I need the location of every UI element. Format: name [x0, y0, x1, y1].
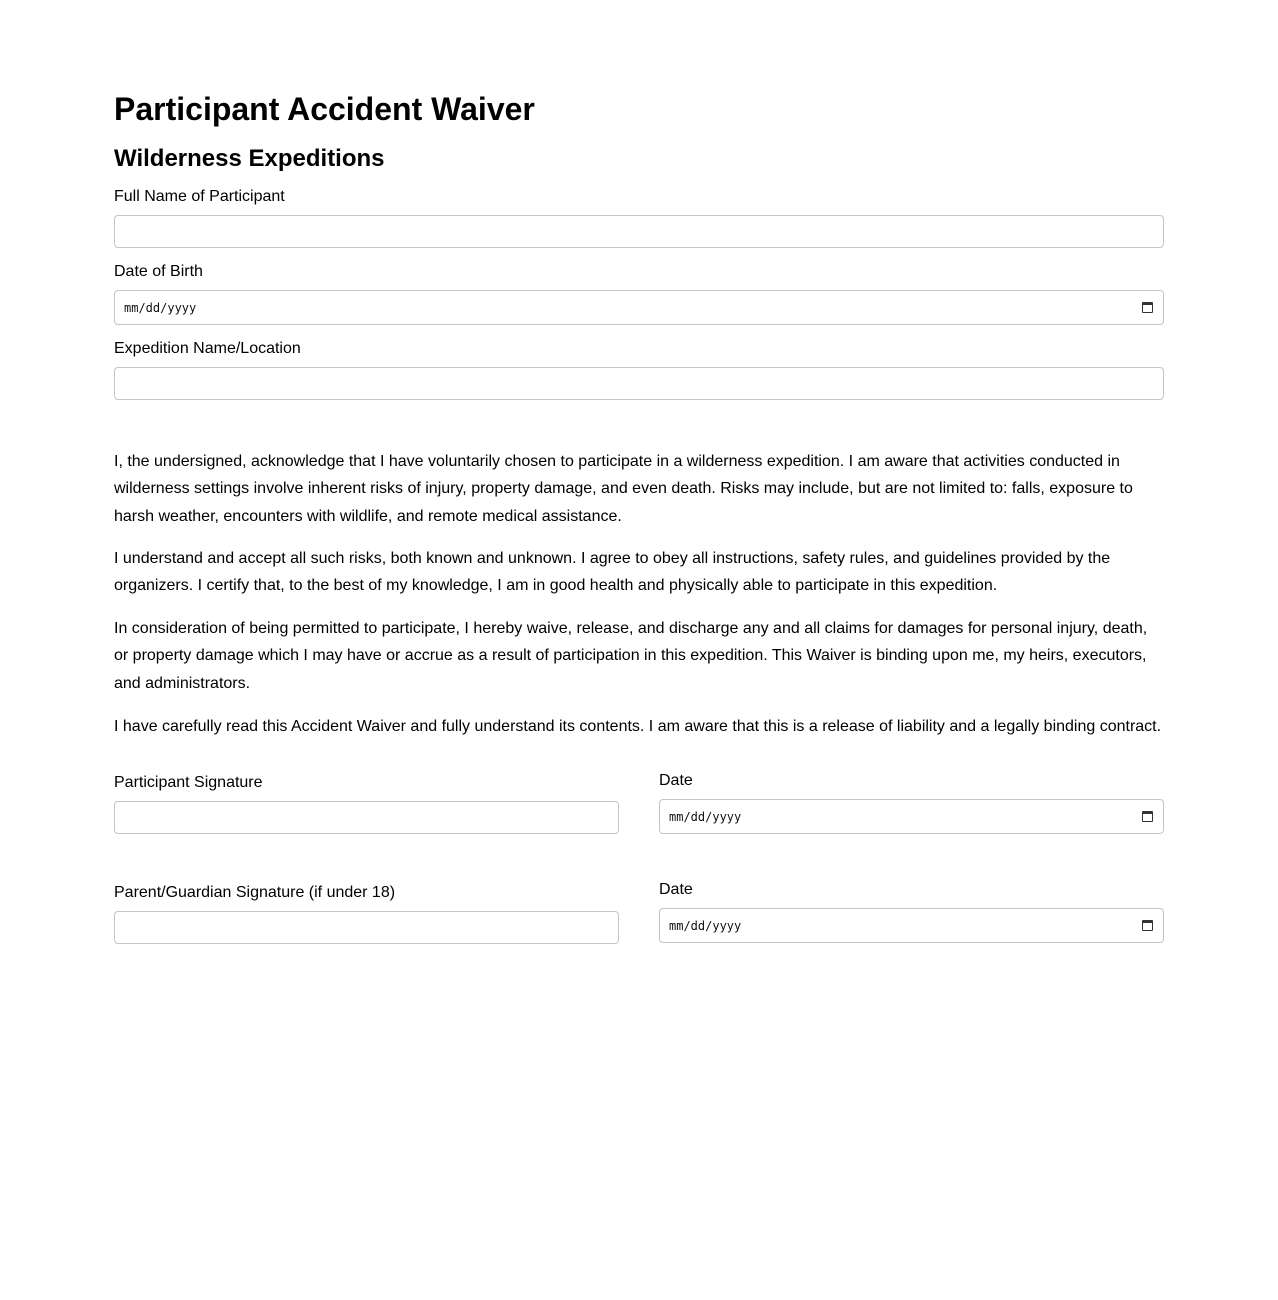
waiver-paragraph-4: I have carefully read this Accident Waiver and fully understand its contents. I am aware that this is a release of liability and a legally binding contract. — [114, 718, 1162, 735]
calendar-icon[interactable] — [1142, 811, 1153, 822]
page-subtitle: Wilderness Expeditions — [114, 145, 385, 172]
guardian-signature-label: Parent/Guardian Signature (if under 18) — [114, 884, 396, 901]
full-name-label: Full Name of Participant — [114, 188, 285, 205]
dob-placeholder: mm/dd/yyyy — [124, 300, 197, 315]
page-title: Participant Accident Waiver — [114, 91, 535, 127]
waiver-paragraph-3: In consideration of being permitted to participate, I hereby waive, release, and discharge any and all claims for damages for personal injury, death, or property damage which I may have or accrue as a result of participation in this expedition. This Waiver is binding upon me, my heirs, executors, and administrators. — [114, 620, 1148, 692]
participant-signature-input[interactable] — [114, 801, 619, 834]
guardian-date-placeholder: mm/dd/yyyy — [669, 918, 742, 933]
full-name-input[interactable] — [114, 215, 1164, 248]
dob-input[interactable] — [114, 290, 1164, 325]
expedition-label: Expedition Name/Location — [114, 340, 301, 357]
waiver-paragraph-2: I understand and accept all such risks, both known and unknown. I agree to obey all instructions, safety rules, and guidelines provided by the organizers. I certify that, to the best of my knowledge, I am in good health and physically able to participate in this expedition. — [114, 550, 1111, 595]
expedition-input[interactable] — [114, 367, 1164, 400]
participant-date-placeholder: mm/dd/yyyy — [669, 809, 742, 824]
participant-date-input[interactable] — [659, 799, 1164, 834]
calendar-icon[interactable] — [1142, 302, 1153, 313]
guardian-signature-input[interactable] — [114, 911, 619, 944]
dob-label: Date of Birth — [114, 263, 203, 280]
participant-date-label: Date — [659, 772, 693, 789]
calendar-icon[interactable] — [1142, 920, 1153, 931]
waiver-paragraph-1: I, the undersigned, acknowledge that I have voluntarily chosen to participate in a wilderness expedition. I am aware that activities conducted in wilderness settings involve inherent risks of injury, property damage, and even death. Risks may include, but are not limited to: falls, exposure to harsh weather, encounters with wildlife, and remote medical assistance. — [114, 453, 1133, 525]
guardian-date-input[interactable] — [659, 908, 1164, 943]
guardian-date-label: Date — [659, 881, 693, 898]
participant-signature-label: Participant Signature — [114, 774, 263, 791]
